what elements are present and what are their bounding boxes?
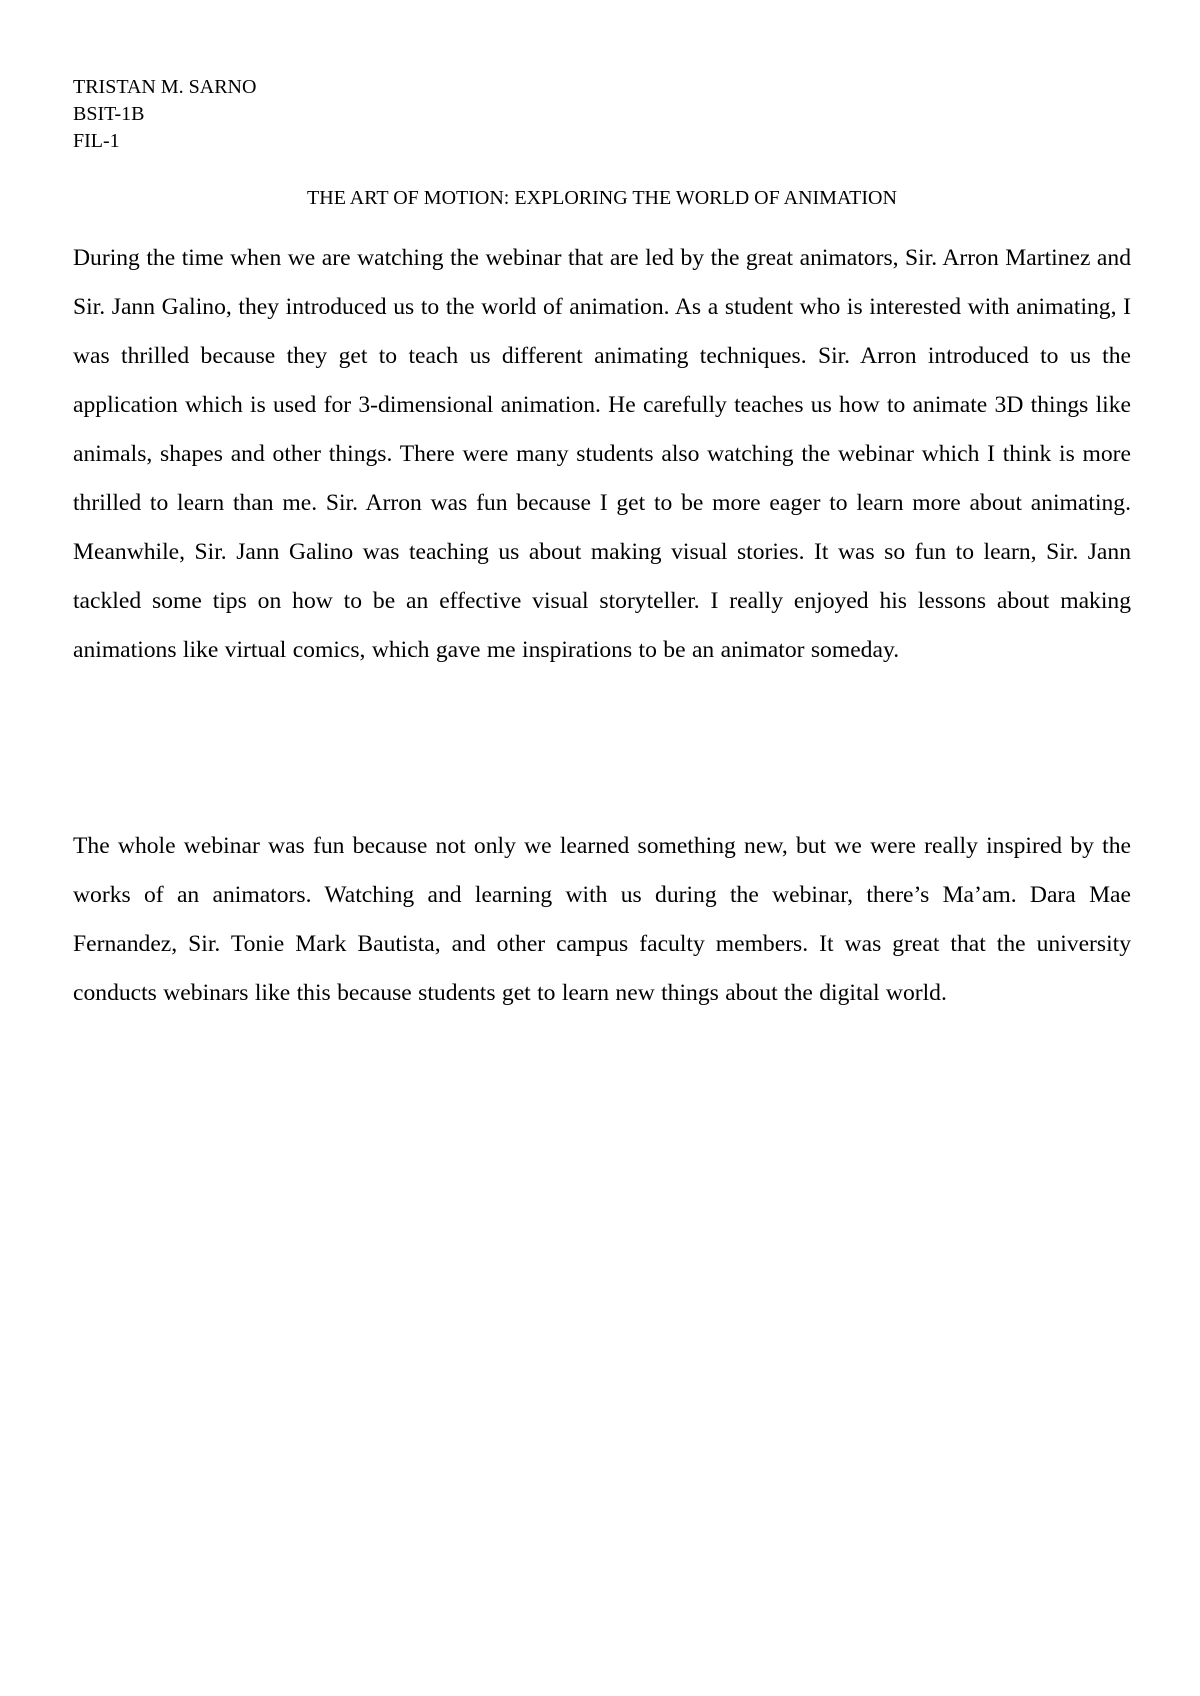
author-header [73,74,256,155]
course-code: FIL-1 [73,130,120,152]
body-paragraph-2: The whole webinar was fun because not only we learned something new, but we were really inspired by the works of an animators. Watching and learning with us during the webinar, there’s Ma’am. Dara Mae Fernandez, Sir. Tonie Mark Bautista, and other campus faculty members. It was great that the university conducts webinars like this because students get to learn new things about the digital world. [73,833,1131,1006]
author-section: BSIT-1B [73,103,145,125]
body-paragraph-1: During the time when we are watching the webinar that are led by the great animators, Sir. Arron Martinez and Sir. Jann Galino, they introduced us to the world of animation. As a student who is interested with animating, I was thrilled because they get to teach us different animating techniques. Sir. Arron introduced to us the application which is used for 3-dimensional animation. He carefully teaches us how to animate 3D things like animals, shapes and other things. There were many students also watching the webinar which I think is more thrilled to learn than me. Sir. Arron was fun because I get to be more eager to learn more about animating. Meanwhile, Sir. Jann Galino was teaching us about making visual stories. It was so fun to learn, Sir. Jann tackled some tips on how to be an effective visual storyteller. I really enjoyed his lessons about making animations like virtual comics, which gave me inspirations to be an animator someday. [73,245,1131,663]
document-title: THE ART OF MOTION: EXPLORING THE WORLD OF ANIMATION [307,187,897,209]
author-name: TRISTAN M. SARNO [73,76,257,98]
